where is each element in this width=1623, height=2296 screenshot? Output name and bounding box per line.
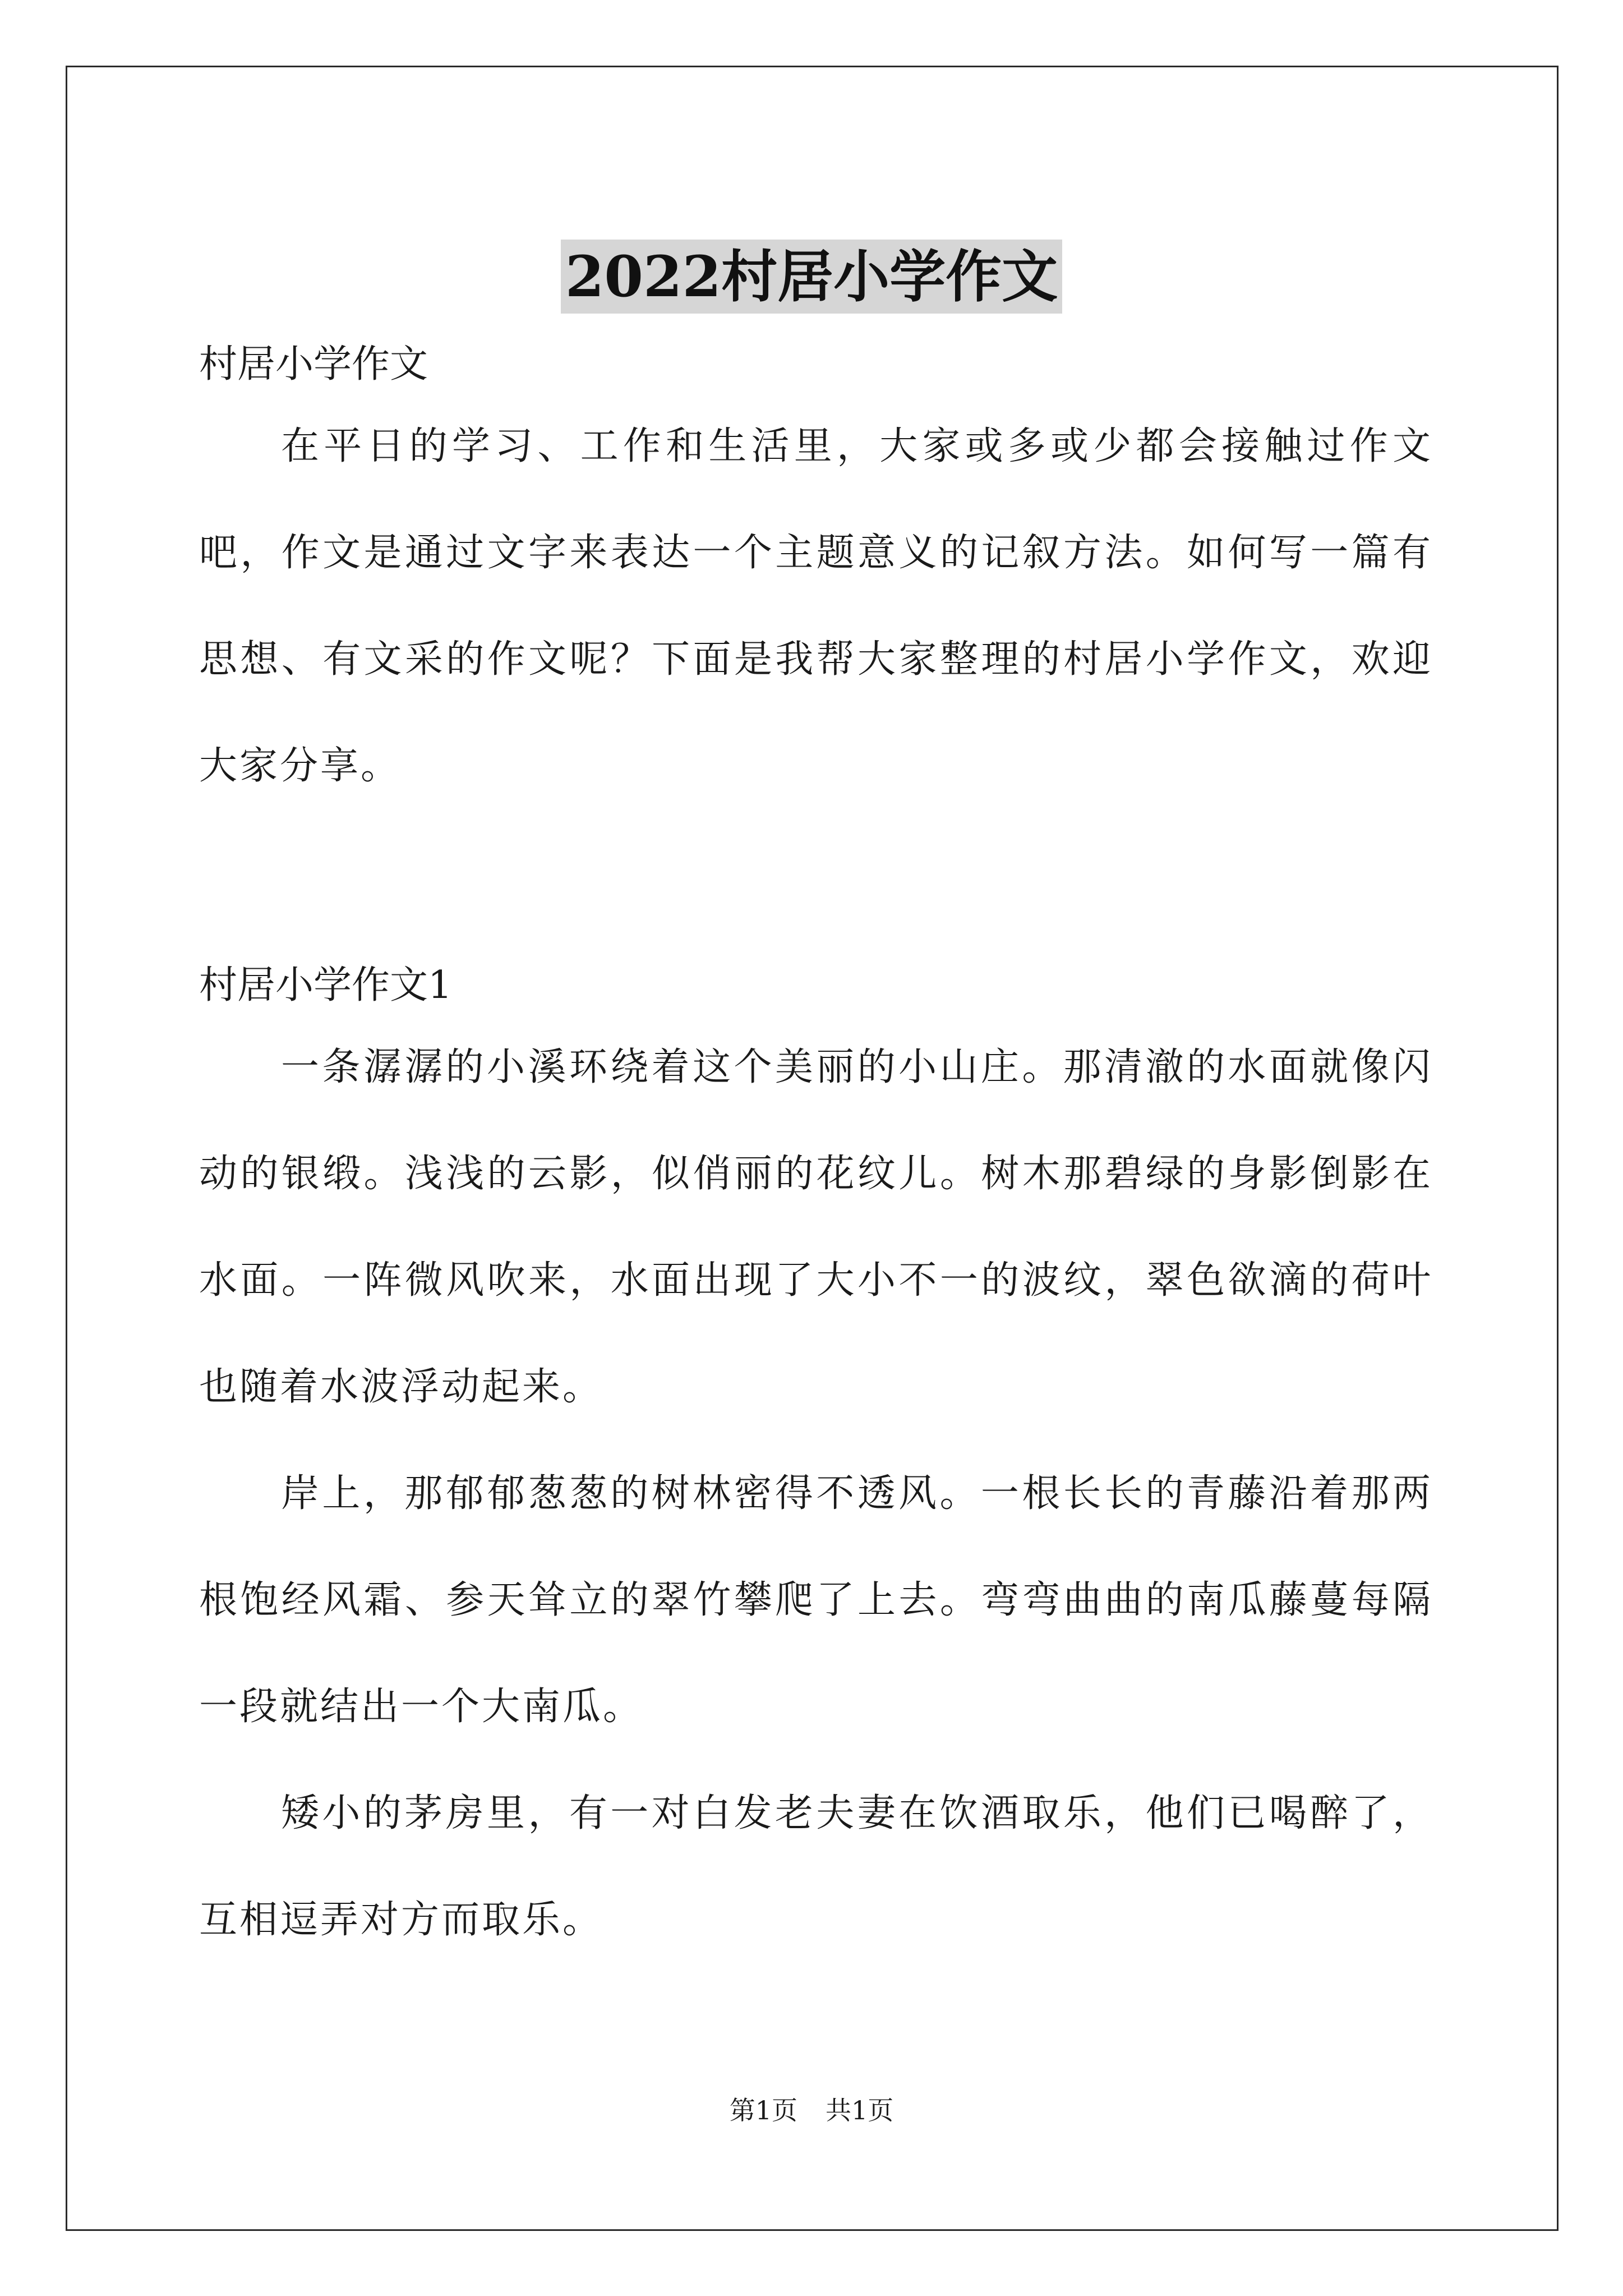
body-paragraph: 一条潺潺的小溪环绕着这个美丽的小山庄。那清澈的水面就像闪动的银缎。浅浅的云影，似俏丽的花纹儿。树木那碧绿的身影倒影在水面。一阵微风吹来，水面出现了大小不一的波纹，翠色欲滴的荷叶也随着水波浮动起来。 [199, 1045, 1433, 1409]
page-total: 共1页 [826, 2095, 894, 2125]
page-number: 第1页 [729, 2095, 797, 2125]
document-title: 2022村居小学作文 [561, 240, 1062, 314]
page-footer [0, 2093, 1623, 2127]
document-body [199, 292, 1433, 1973]
section-heading: 村居小学作文1 [199, 963, 453, 1007]
section-heading: 村居小学作文 [199, 342, 428, 386]
intro-paragraph: 在平日的学习、工作和生活里，大家或多或少都会接触过作文吧，作文是通过文字来表达一个主题意义的记叙方法。如何写一篇有思想、有文采的作文呢？下面是我帮大家整理的村居小学作文，欢迎大家分享。 [199, 424, 1433, 788]
body-paragraph: 岸上，那郁郁葱葱的树林密得不透风。一根长长的青藤沿着那两根饱经风霜、参天耸立的翠竹攀爬了上去。弯弯曲曲的南瓜藤蔓每隔一段就结出一个大南瓜。 [199, 1471, 1433, 1729]
body-paragraph: 矮小的茅房里，有一对白发老夫妻在饮酒取乐，他们已喝醉了，互相逗弄对方而取乐。 [199, 1791, 1433, 1942]
